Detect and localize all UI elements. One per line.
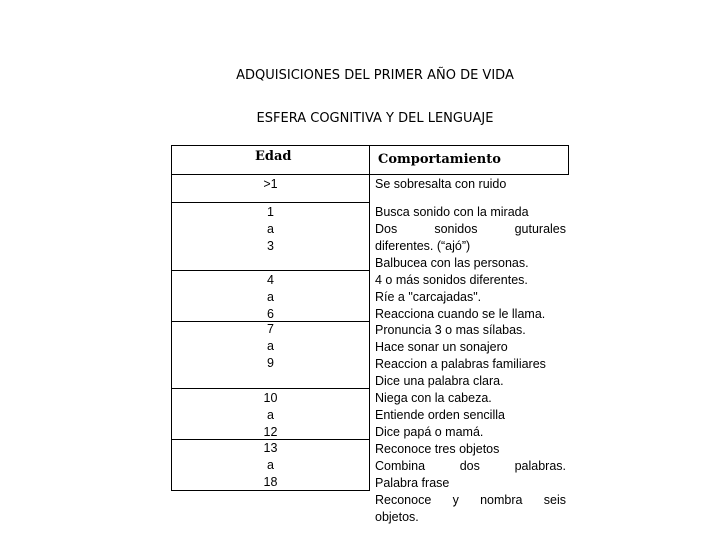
behavior-cell [375, 176, 566, 193]
behavior-cell [375, 322, 566, 390]
row-divider [171, 388, 370, 389]
behavior-line: Dos sonidos guturales [375, 222, 566, 236]
behavior-line: Dice papá o mamá. [375, 425, 484, 439]
age-text: a [267, 339, 274, 353]
age-text: 13 [263, 441, 278, 455]
behavior-cell [375, 441, 566, 526]
behavior-line: Niega con la cabeza. [375, 391, 492, 405]
age-text: >1 [263, 177, 278, 191]
page-subtitle: ESFERA COGNITIVA Y DEL LENGUAJE [256, 111, 494, 126]
age-text: 4 [267, 273, 274, 287]
age-cell [171, 440, 370, 491]
behavior-line: Reacciona cuando se le llama. [375, 307, 546, 321]
behavior-line: Palabra frase [375, 476, 450, 490]
behavior-line: Pronuncia 3 o mas sílabas. [375, 323, 526, 337]
table-header [171, 145, 569, 175]
age-cell [171, 272, 370, 323]
page-title: ADQUISICIONES DEL PRIMER AÑO DE VIDA [236, 68, 514, 83]
age-text: 12 [263, 425, 278, 439]
behavior-line: Hace sonar un sonajero [375, 340, 508, 354]
age-text: 3 [267, 239, 274, 253]
behavior-line: objetos. [375, 510, 419, 524]
behavior-line: Combina dos palabras. [375, 459, 566, 473]
behavior-line: Entiende orden sencilla [375, 408, 505, 422]
age-text: 10 [263, 391, 278, 405]
row-divider [171, 270, 370, 271]
age-cell [171, 204, 370, 255]
age-text: 1 [267, 205, 274, 219]
behavior-line: Busca sonido con la mirada [375, 205, 529, 219]
age-text: 18 [263, 475, 278, 489]
behavior-cell [375, 204, 566, 272]
behavior-line: Balbucea con las personas. [375, 256, 529, 270]
behavior-line: Reaccion a palabras familiares [375, 357, 546, 371]
age-text: 7 [267, 322, 274, 336]
row-divider [171, 202, 370, 203]
header-divider [369, 145, 370, 175]
behavior-cell [375, 390, 566, 441]
behavior-cell [375, 272, 566, 323]
behavior-line: Ríe a "carcajadas". [375, 290, 482, 304]
behavior-line: Dice una palabra clara. [375, 374, 504, 388]
behavior-line: 4 o más sonidos diferentes. [375, 273, 528, 287]
behavior-line: diferentes. (“ajó”) [375, 239, 471, 253]
age-cell [171, 390, 370, 441]
header-behavior: Comportamiento [378, 152, 501, 167]
header-age: Edad [255, 149, 292, 164]
age-cell [171, 176, 370, 193]
behavior-line: Reconoce y nombra seis [375, 493, 566, 507]
age-text: a [267, 290, 274, 304]
age-text: a [267, 222, 274, 236]
age-text: a [267, 458, 274, 472]
age-text: 9 [267, 356, 274, 370]
behavior-line: Reconoce tres objetos [375, 442, 500, 456]
behavior-line: Se sobresalta con ruido [375, 177, 507, 191]
age-text: a [267, 408, 274, 422]
age-cell [171, 321, 370, 372]
age-text: 6 [267, 307, 274, 321]
